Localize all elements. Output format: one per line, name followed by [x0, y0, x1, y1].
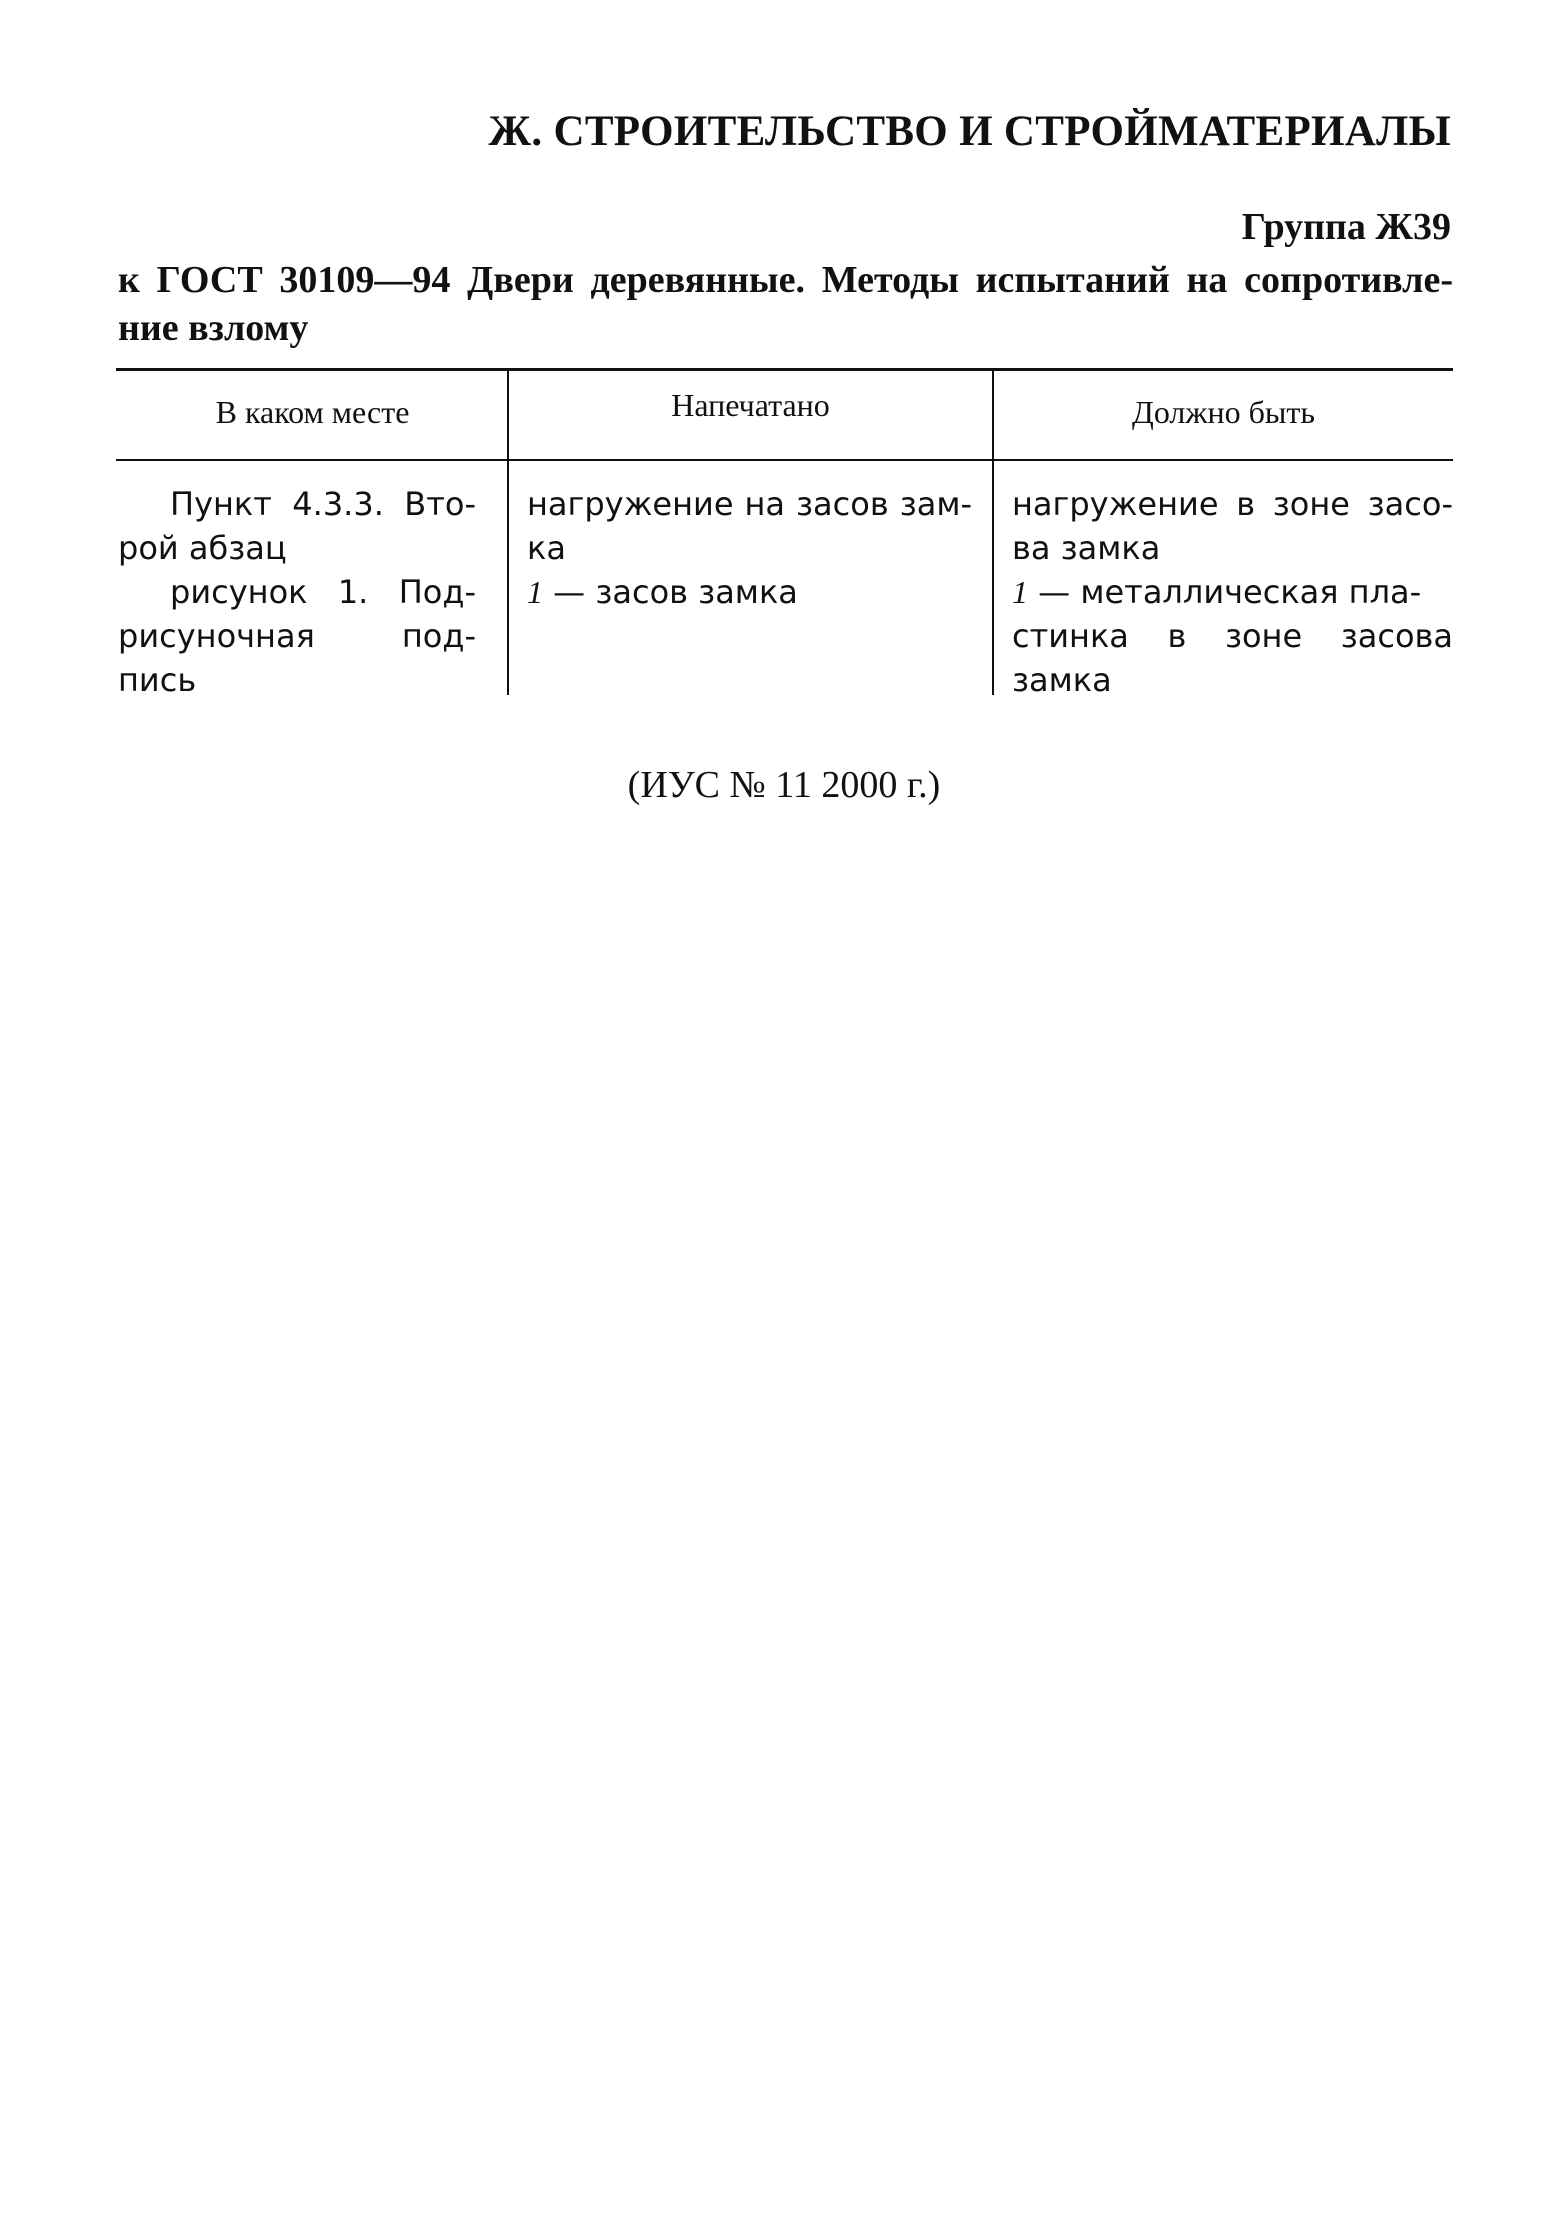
document-title-line-2: ние взлому: [118, 307, 309, 349]
printed-row2-number: 1: [527, 574, 543, 610]
column-header-printed: Напечатано: [671, 387, 830, 423]
should-be-row2-line2: стинка в зоне засова: [1012, 617, 1453, 655]
place-row1-line1: Пункт 4.3.3. Вто-: [170, 485, 476, 523]
document-title: [118, 256, 1453, 352]
should-be-row2-line3: замка: [1012, 661, 1112, 699]
column-header-should-be: Должно быть: [1132, 394, 1315, 430]
table-header-rule: [116, 459, 1453, 461]
printed-cell: [527, 482, 972, 614]
column-header-place: В каком месте: [215, 394, 410, 430]
should-be-row2-number: 1: [1012, 574, 1028, 610]
place-row2-line2: рисуночная под-: [118, 617, 476, 655]
should-be-cell: [1012, 482, 1453, 702]
printed-row2-line1: [527, 570, 972, 614]
should-be-row2-line1: [1012, 570, 1453, 614]
printed-row2-text: — засов замка: [543, 573, 798, 611]
table-top-rule: [116, 368, 1453, 371]
printed-row1-line2: ка: [527, 529, 566, 567]
place-row2-line1: рисунок 1. Под-: [170, 573, 476, 611]
should-be-row1-line2: ва замка: [1012, 529, 1161, 567]
document-title-line-1: к ГОСТ 30109—94 Двери деревянные. Методы испытаний на сопротивле-: [118, 259, 1453, 301]
should-be-row1-line1: нагружение в зоне засо-: [1012, 485, 1453, 523]
should-be-row2-text: — металлическая пла-: [1028, 573, 1422, 611]
source-reference: (ИУС № 11 2000 г.): [627, 764, 941, 806]
printed-row1-line1: нагружение на засов зам-: [527, 485, 972, 523]
group-label: Группа Ж39: [1241, 206, 1451, 248]
place-cell: [118, 482, 476, 702]
place-row2-line3: пись: [118, 661, 197, 699]
place-row1-line2: рой абзац: [118, 529, 287, 567]
section-title: Ж. СТРОИТЕЛЬСТВО И СТРОЙМАТЕРИАЛЫ: [488, 108, 1451, 155]
